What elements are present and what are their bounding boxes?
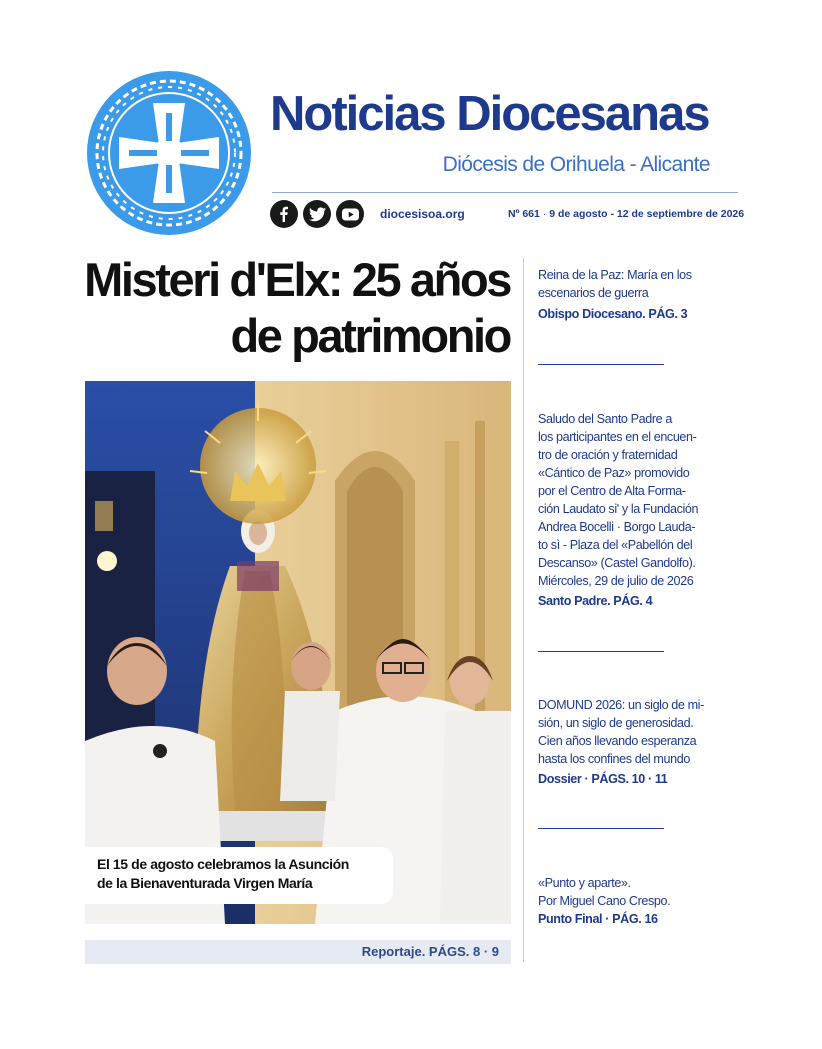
story-divider [538, 828, 664, 829]
masthead-divider [272, 192, 738, 193]
cover-photo [85, 381, 511, 924]
story-line: por el Centro de Alta Forma- [538, 484, 686, 498]
diocese-logo-icon [86, 70, 252, 236]
story-line: hasta los confines del mundo [538, 752, 690, 766]
sidebar-story [538, 410, 728, 610]
story-divider [538, 364, 664, 365]
caption-line: de la Bienaventurada Virgen María [97, 875, 313, 891]
story-page-ref: Obispo Diocesano. PÁG. 3 [538, 307, 688, 321]
headline-line: de patrimonio [230, 309, 510, 362]
column-divider [523, 258, 524, 962]
issue-separator: · [542, 208, 547, 220]
photo-caption [85, 847, 393, 904]
story-line: DOMUND 2026: un siglo de mi- [538, 698, 704, 712]
story-line: Cien años llevando esperanza [538, 734, 697, 748]
twitter-icon[interactable] [303, 200, 331, 228]
story-line: Por Miguel Cano Crespo. [538, 894, 671, 908]
story-line: Andrea Bocelli · Borgo Lauda- [538, 520, 696, 534]
story-page-ref: Dossier · PÁGS. 10 · 11 [538, 772, 668, 786]
issue-info [508, 208, 745, 220]
story-line: Reina de la Paz: María en los [538, 268, 692, 282]
issue-dates: 9 de agosto - 12 de septiembre de 2026 [549, 208, 745, 220]
headline-line: Misteri d'Elx: 25 años [84, 253, 510, 306]
youtube-icon[interactable] [336, 200, 364, 228]
masthead-title: Noticias Diocesanas [270, 87, 709, 141]
sidebar-story [538, 696, 728, 788]
social-links [270, 200, 364, 228]
story-page-ref: Santo Padre. PÁG. 4 [538, 594, 653, 608]
story-line: to sì - Plaza del «Pabellón del [538, 538, 693, 552]
story-divider [538, 651, 664, 652]
story-line: escenarios de guerra [538, 286, 649, 300]
website-link[interactable]: diocesisoa.org [380, 207, 465, 221]
story-line: Saludo del Santo Padre a [538, 412, 672, 426]
story-line: los participantes en el encuen- [538, 430, 697, 444]
sidebar-story [538, 874, 728, 928]
sidebar-story [538, 266, 728, 323]
story-line: «Punto y aparte». [538, 876, 631, 890]
cover-headline [84, 252, 510, 364]
masthead-subtitle: Diócesis de Orihuela - Alicante [442, 153, 710, 176]
story-line: «Cántico de Paz» promovido [538, 466, 690, 480]
section-reference-bar [85, 940, 511, 964]
story-page-ref: Punto Final · PÁG. 16 [538, 912, 658, 926]
story-line: Descanso» (Castel Gandolfo). [538, 556, 696, 570]
caption-line: El 15 de agosto celebramos la Asunción [97, 856, 349, 872]
story-line: ción Laudato si' y la Fundación [538, 502, 699, 516]
section-reference: Reportaje. PÁGS. 8 · 9 [361, 944, 499, 959]
facebook-icon[interactable] [270, 200, 298, 228]
story-line: sión, un siglo de generosidad. [538, 716, 694, 730]
story-line: Miércoles, 29 de julio de 2026 [538, 574, 694, 588]
procession-photo-illustration [85, 381, 511, 924]
story-line: tro de oración y fraternidad [538, 448, 678, 462]
issue-number: Nº 661 [508, 208, 540, 220]
